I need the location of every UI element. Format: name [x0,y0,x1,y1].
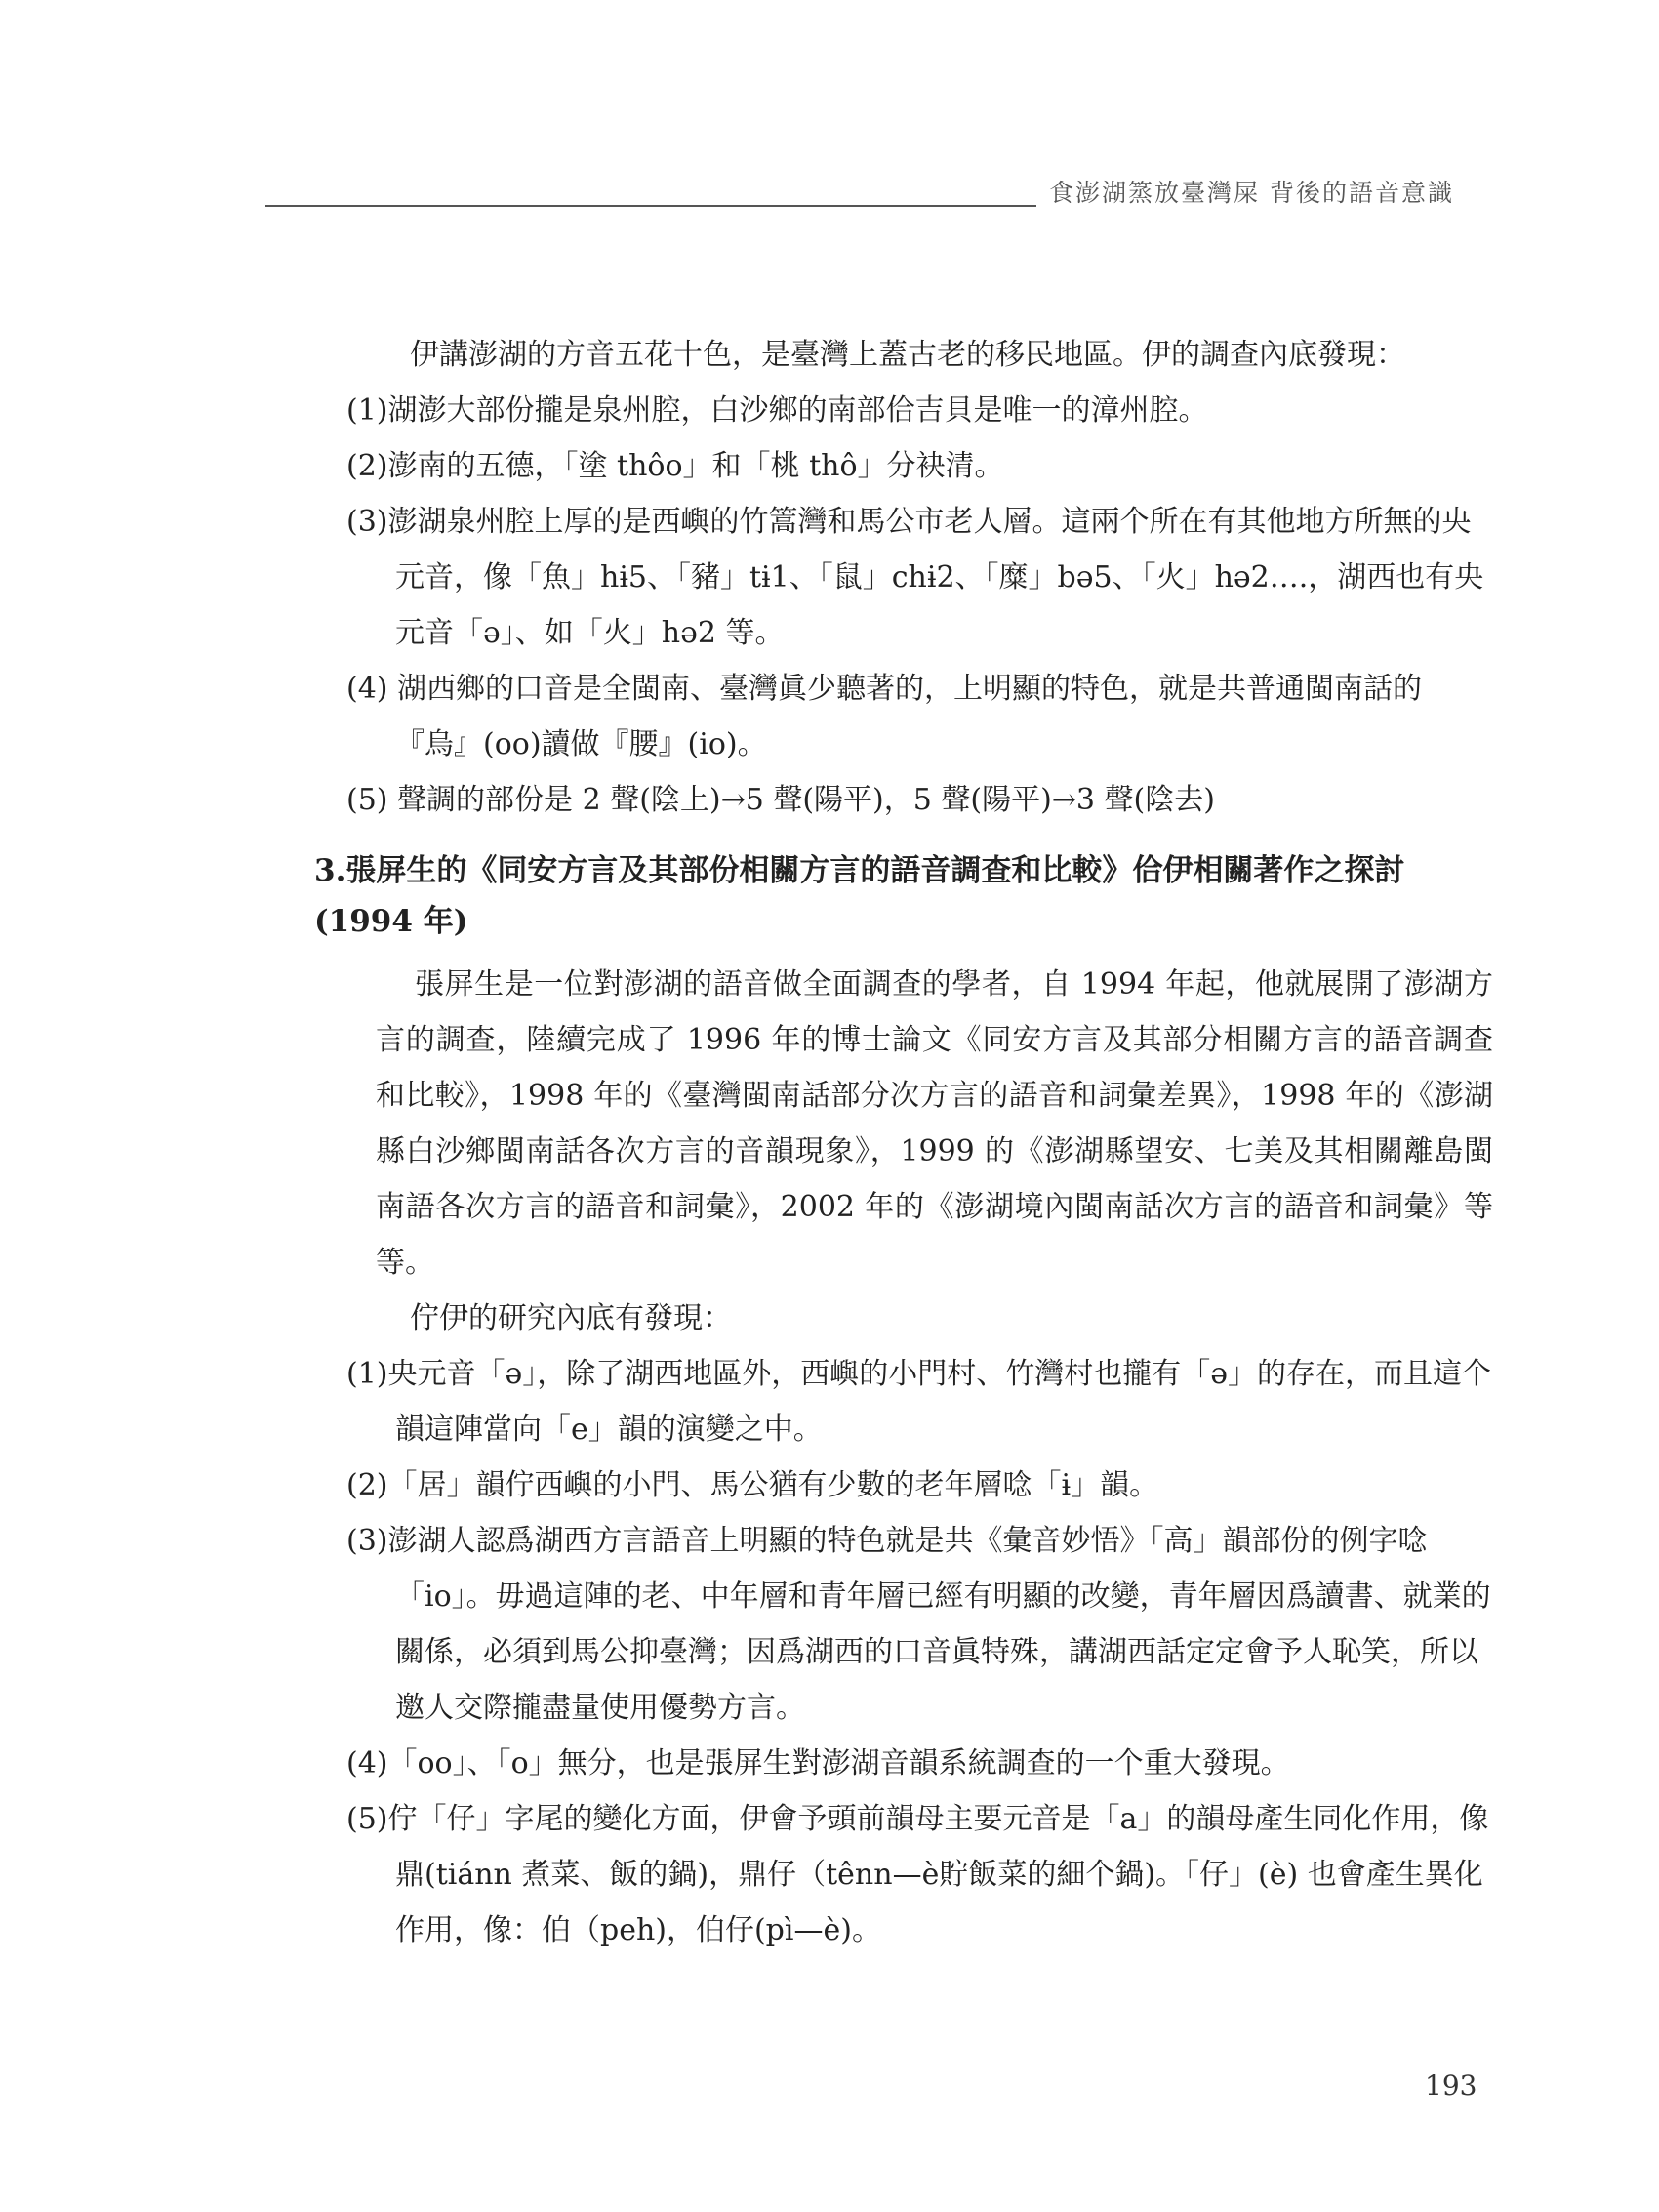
section-heading: 3.張屏生的《同安方言及其部份相關方言的語音調查和比較》佮伊相關著作之探討(1994 年) [314,853,1405,939]
running-header-title: 食澎湖篜放臺灣屎 背後的語音意識 [1049,179,1454,207]
header-rule [265,205,1036,207]
section-a-item-1: (1)湖澎大部份攏是泉州腔，白沙鄉的南部佮吉貝是唯一的漳州腔。 [346,393,1208,428]
section-a-intro: 伊講澎湖的方音五花十色，是臺灣上蓋古老的移民地區。伊的調查內底發現： [410,338,1405,372]
section-a-item-2: (2)澎南的五德，「塗 thôo」和「桃 thô」分袂清。 [346,449,1004,483]
section-b-item-4: (4)「oo」、「o」無分，也是張屏生對澎湖音韻系統調查的一个重大發現。 [346,1746,1290,1781]
section-b-item-2: (2)「居」韻佇西嶼的小門、馬公猶有少數的老年層唸「ɨ」韻。 [346,1468,1159,1502]
section-a-item-3: (3)澎湖泉州腔上厚的是西嶼的竹篙灣和馬公市老人層。這兩个所在有其他地方所無的央元音，像「魚」hɨ5、「豬」tɨ1、「鼠」chɨ2、「糜」bə5、「火」hə2….，湖西也有央元音「ə」、如「火」hə2 等。 [346,505,1484,650]
section-b-lead: 佇伊的研究內底有發現： [410,1301,732,1335]
section-b-item-3: (3)澎湖人認爲湖西方言語音上明顯的特色就是共《彙音妙悟》「高」韻部份的例字唸「io」。毋過這陣的老、中年層和青年層已經有明顯的改變，青年層因爲讀書、就業的關係，必須到馬公抑臺灣；因爲湖西的口音眞特殊，講湖西話定定會予人恥笑，所以邀人交際攏盡量使用優勢方言。 [346,1524,1491,1725]
section-b-item-1: (1)央元音「ə」，除了湖西地區外，西嶼的小門村、竹灣村也攏有「ə」的存在，而且這个韻這陣當向「e」韻的演變之中。 [346,1357,1492,1447]
section-a-item-4: (4) 湖西鄉的口音是全閩南、臺灣眞少聽著的，上明顯的特色，就是共普通閩南話的『烏』(oo)讀做『腰』(io)。 [346,672,1423,761]
section-a-item-5: (5) 聲調的部份是 2 聲(陰上)→5 聲(陽平)，5 聲(陽平)→3 聲(陰去) [346,783,1215,817]
section-b-intro: 張屏生是一位對澎湖的語音做全面調查的學者，自 1994 年起，他就展開了澎湖方言的調查，陸續完成了 1996 年的博士論文《同安方言及其部分相關方言的語音調查和比較》，1998 年的《臺灣閩南話部分次方言的語音和詞彙差異》，1998 年的《澎湖縣白沙鄉閩南話各次方言的音韻現象》，1999 的《澎湖縣望安、七美及其相關離島閩南語各次方言的語音和詞彙》，2002 年的《澎湖境內閩南話次方言的語音和詞彙》等等。 [376,967,1493,1280]
section-b-item-5: (5)佇「仔」字尾的變化方面，伊會予頭前韻母主要元音是「a」的韻母產生同化作用，像鼎(tiánn 煮菜、飯的鍋)，鼎仔（tênn—è貯飯菜的細个鍋)。「仔」(è) 也會產生異化作用，像：伯（peh)，伯仔(pì—è)。 [346,1802,1489,1947]
page-number: 193 [1425,2069,1477,2102]
